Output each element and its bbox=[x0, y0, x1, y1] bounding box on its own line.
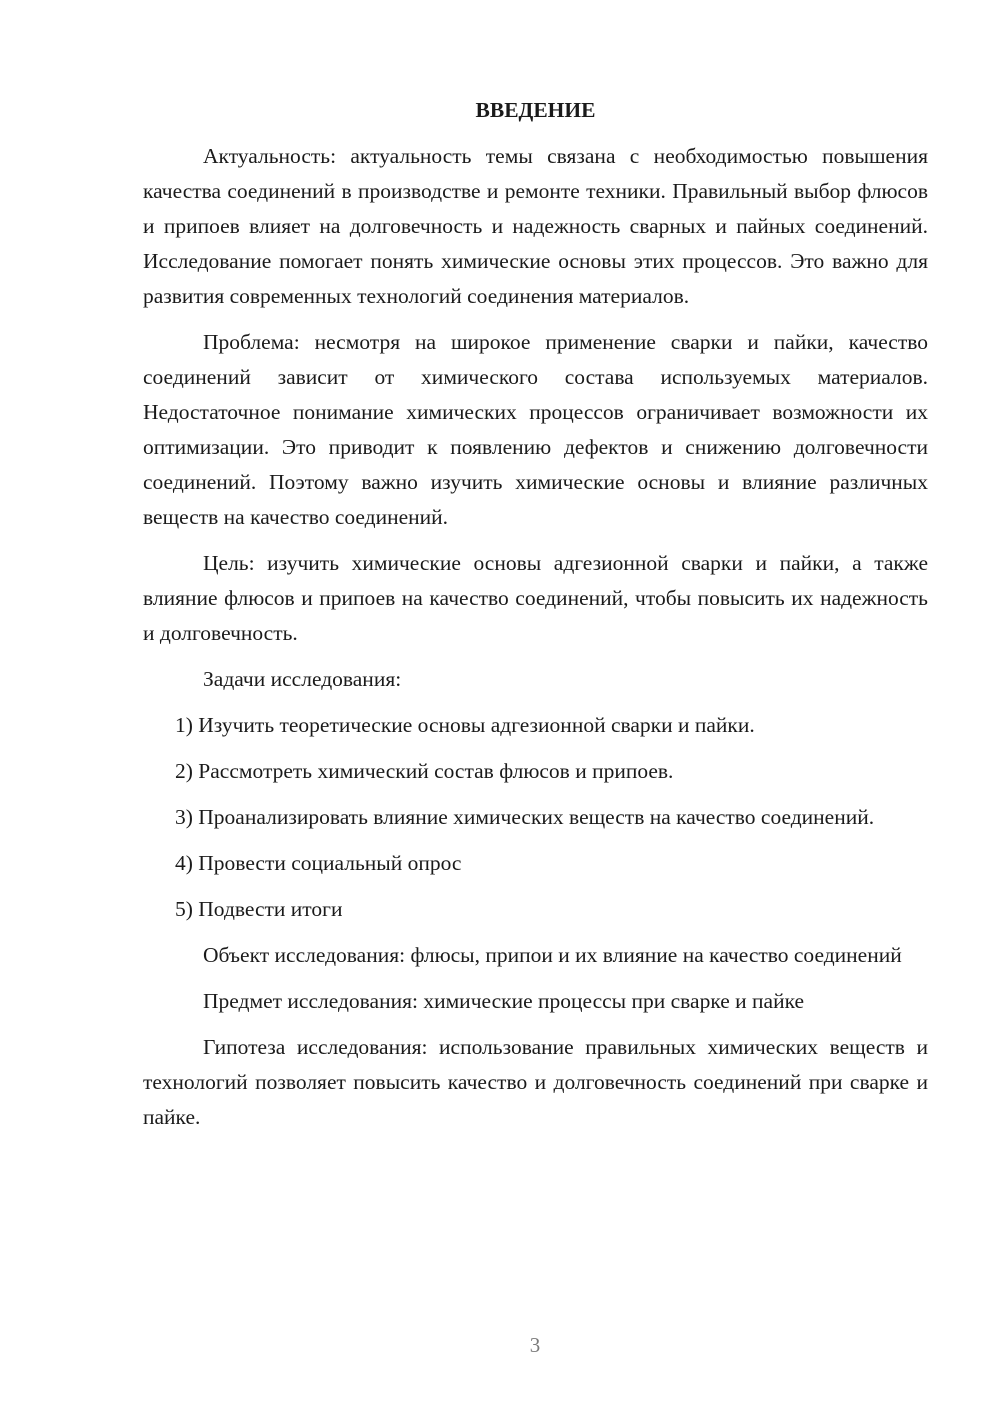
list-item: 5) Подвести итоги bbox=[175, 897, 343, 921]
list-item: 2) Рассмотреть химический состав флюсов и припоев. bbox=[175, 759, 674, 783]
document-body bbox=[143, 93, 928, 1146]
tasks-list bbox=[143, 708, 928, 927]
object-paragraph: Объект исследования: флюсы, припои и их влияние на качество соединений bbox=[203, 943, 902, 967]
page-number: 3 bbox=[529, 1333, 541, 1357]
relevance-paragraph: Актуальность: актуальность темы связана с необходимостью повышения качества соединений в производстве и ремонте техники. Правильный выбор флюсов и припоев влияет на долговечность и надежность сварных и пайных соединений. Исследование помогает понять химические основы этих процессов. Это важно для развития современных технологий соединения материалов. bbox=[143, 144, 928, 308]
hypothesis-paragraph: Гипотеза исследования: использование правильных химических веществ и технологий позволяет повысить качество и долговечность соединений при сварке и пайке. bbox=[143, 1035, 928, 1129]
problem-paragraph: Проблема: несмотря на широкое применение сварки и пайки, качество соединений зависит от химического состава используемых материалов. Недостаточное понимание химических процессов ограничивает возможности их оптимизации. Это приводит к появлению дефектов и снижению долговечности соединений. Поэтому важно изучить химические основы и влияние различных веществ на качество соединений. bbox=[143, 330, 928, 529]
page-title: ВВЕДЕНИЕ bbox=[475, 98, 596, 122]
goal-paragraph: Цель: изучить химические основы адгезионной сварки и пайки, а также влияние флюсов и припоев на качество соединений, чтобы повысить их надежность и долговечность. bbox=[143, 551, 928, 645]
list-item: 4) Провести социальный опрос bbox=[175, 851, 462, 875]
list-item: 1) Изучить теоретические основы адгезионной сварки и пайки. bbox=[175, 713, 755, 737]
list-item: 3) Проанализировать влияние химических веществ на качество соединений. bbox=[175, 805, 875, 829]
subject-paragraph: Предмет исследования: химические процессы при сварке и пайке bbox=[203, 989, 805, 1013]
tasks-title: Задачи исследования: bbox=[203, 667, 402, 691]
